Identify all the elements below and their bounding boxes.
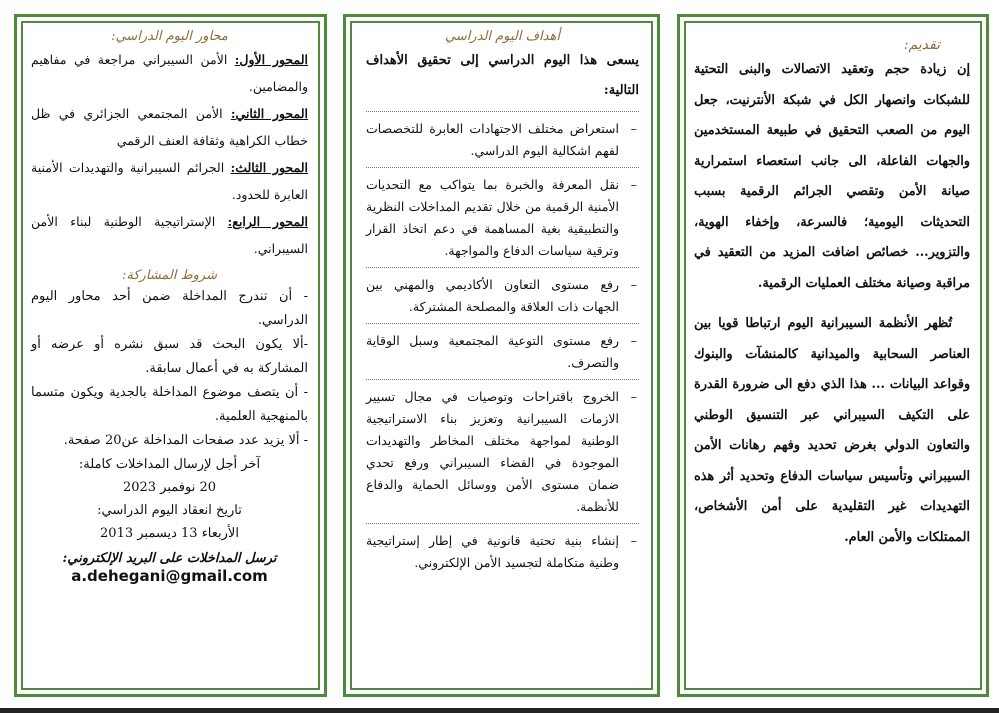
axis-3-label: المحور الثالث: [230, 160, 309, 175]
condition-4: - ألا يزيد عدد صفحات المداخلة عن20 صفحة. [63, 433, 308, 448]
axis-3 [31, 154, 308, 208]
divider [366, 523, 639, 524]
divider [366, 379, 639, 380]
condition-1: - أن تندرج المداخلة ضمن أحد محاور اليوم الدراسي. [31, 289, 308, 328]
goals-title: أهداف اليوم الدراسي [445, 29, 560, 44]
intro-title: تقديم: [903, 37, 940, 53]
event-date: الأربعاء 13 ديسمبر 2013 [100, 526, 239, 541]
deadline-date: 20 نوفمبر 2023 [122, 480, 217, 495]
goal-item-1: – استعراض مختلف الاجتهادات العابرة للتخصصات لفهم اشكالية اليوم الدراسي. [366, 118, 639, 162]
goals-panel [343, 14, 660, 697]
goal-item-3: – رفع مستوى التعاون الأكاديمي والمهني بين الجهات ذات العلاقة والمصلحة المشتركة. [366, 274, 639, 318]
axis-1-text: الأمن السيبراني مراجعة في مفاهيم والمضامين. [31, 52, 308, 94]
divider [366, 323, 639, 324]
bottom-border [0, 708, 999, 713]
goal-item-4: – رفع مستوى التوعية المجتمعية وسبل الوقاية والتصرف. [366, 330, 639, 374]
axis-1-label: المحور الأول: [234, 52, 308, 67]
send-label: ترسل المداخلات على البريد الإلكتروني: [62, 551, 277, 566]
event-date-label: تاريخ انعقاد اليوم الدراسي: [97, 503, 242, 518]
intro-paragraph-2: تُظهر الأنظمة السيبرانية اليوم ارتباطا قويا بين العناصر السحابية والميدانية كالمنشآت والبنوك وقواعد البيانات ... هذا الذي دفع الى ضرورة القدرة على التكيف السيبراني عبر التنسيق الوطني والتعاون الدولي بغرض تحديد وفهم رهانات الأمن السيبراني وتأسيس سياسات الدفاع وتحديد أثر هذه التهديدات غير التقليدية على أمن الأشخاص، الممتلكات والأمن العام. [694, 316, 970, 545]
axis-4 [31, 208, 308, 262]
axis-2 [31, 100, 308, 154]
goals-panel-inner [350, 21, 653, 690]
axis-2-text: الأمن المجتمعي الجزائري في ظل خطاب الكراهية وثقافة العنف الرقمي [31, 106, 308, 148]
axis-4-text: الإستراتيجية الوطنية لبناء الأمن السيبراني. [31, 214, 308, 256]
intro-paragraph-1: إن زيادة حجم وتعقيد الاتصالات والبنى التحتية للشبكات وانصهار الكل في شبكة الأنترنيت، جعل اليوم من الصعب التحقيق في طبيعة المستخدمين والجهات الفاعلة، الى جانب استعصاء استمرارية صيانة الأمن وتقصي الجرائم الرقمية بسبب التحديثات اليومية؛ فالسرعة، وإخفاء الهوية، والتزوير... خصائص اضافت المزيد من التعقيد في مراقبة وصيانة مختلف العمليات الرقمية. [694, 62, 970, 291]
axes-panel-inner [21, 21, 320, 690]
axis-2-label: المحور الثاني: [230, 106, 309, 121]
goal-item-5: – الخروج باقتراحات وتوصيات في مجال تسيير الازمات السيبرانية وتعزيز بناء الاستراتيجية الوطنية لمواجهة مختلف المخاطر والتهديدات الموجودة في الفضاء السيبراني ورفع تحدي ضمان مستوى الأمن ووسائل الحماية والدفاع للأنظمة. [366, 386, 639, 518]
conditions-title: شروط المشاركة: [122, 268, 217, 283]
goals-intro: يسعى هذا اليوم الدراسي إلى تحقيق الأهداف التالية: [366, 53, 639, 98]
axis-4-label: المحور الرابع: [227, 214, 308, 229]
divider [366, 267, 639, 268]
axes-panel [14, 14, 327, 697]
goals-list [366, 118, 639, 574]
axes-title: محاور اليوم الدراسي: [111, 29, 228, 44]
divider [366, 167, 639, 168]
axis-3-text: الجرائم السيبرانية والتهديدات الأمنية العابرة للحدود. [31, 160, 308, 202]
condition-3: - أن يتصف موضوع المداخلة بالجدية ويكون متسما بالمنهجية العلمية. [31, 385, 308, 424]
divider [366, 111, 639, 112]
condition-2: -ألا يكون البحث قد سبق نشره أو عرضه أو المشاركة به في أعمال سابقة. [31, 337, 308, 376]
axis-1 [31, 46, 308, 100]
goal-item-2: – نقل المعرفة والخبرة بما يتواكب مع التحديات الأمنية الرقمية من خلال تقديم المداخلات النظرية والتطبيقية بغية المساهمة في دعم اتخاذ القرار وترقية سياسات الدفاع والمواجهة. [366, 174, 639, 262]
contact-email[interactable]: a.dehegani@gmail.com [71, 567, 268, 585]
goal-item-6: – إنشاء بنية تحتية قانونية في إطار إستراتيجية وطنية متكاملة لتجسيد الأمن الإلكتروني. [366, 530, 639, 574]
intro-panel [677, 14, 989, 697]
deadline-label: آخر أجل لإرسال المداخلات كاملة: [78, 457, 261, 472]
intro-panel-inner [684, 21, 982, 690]
